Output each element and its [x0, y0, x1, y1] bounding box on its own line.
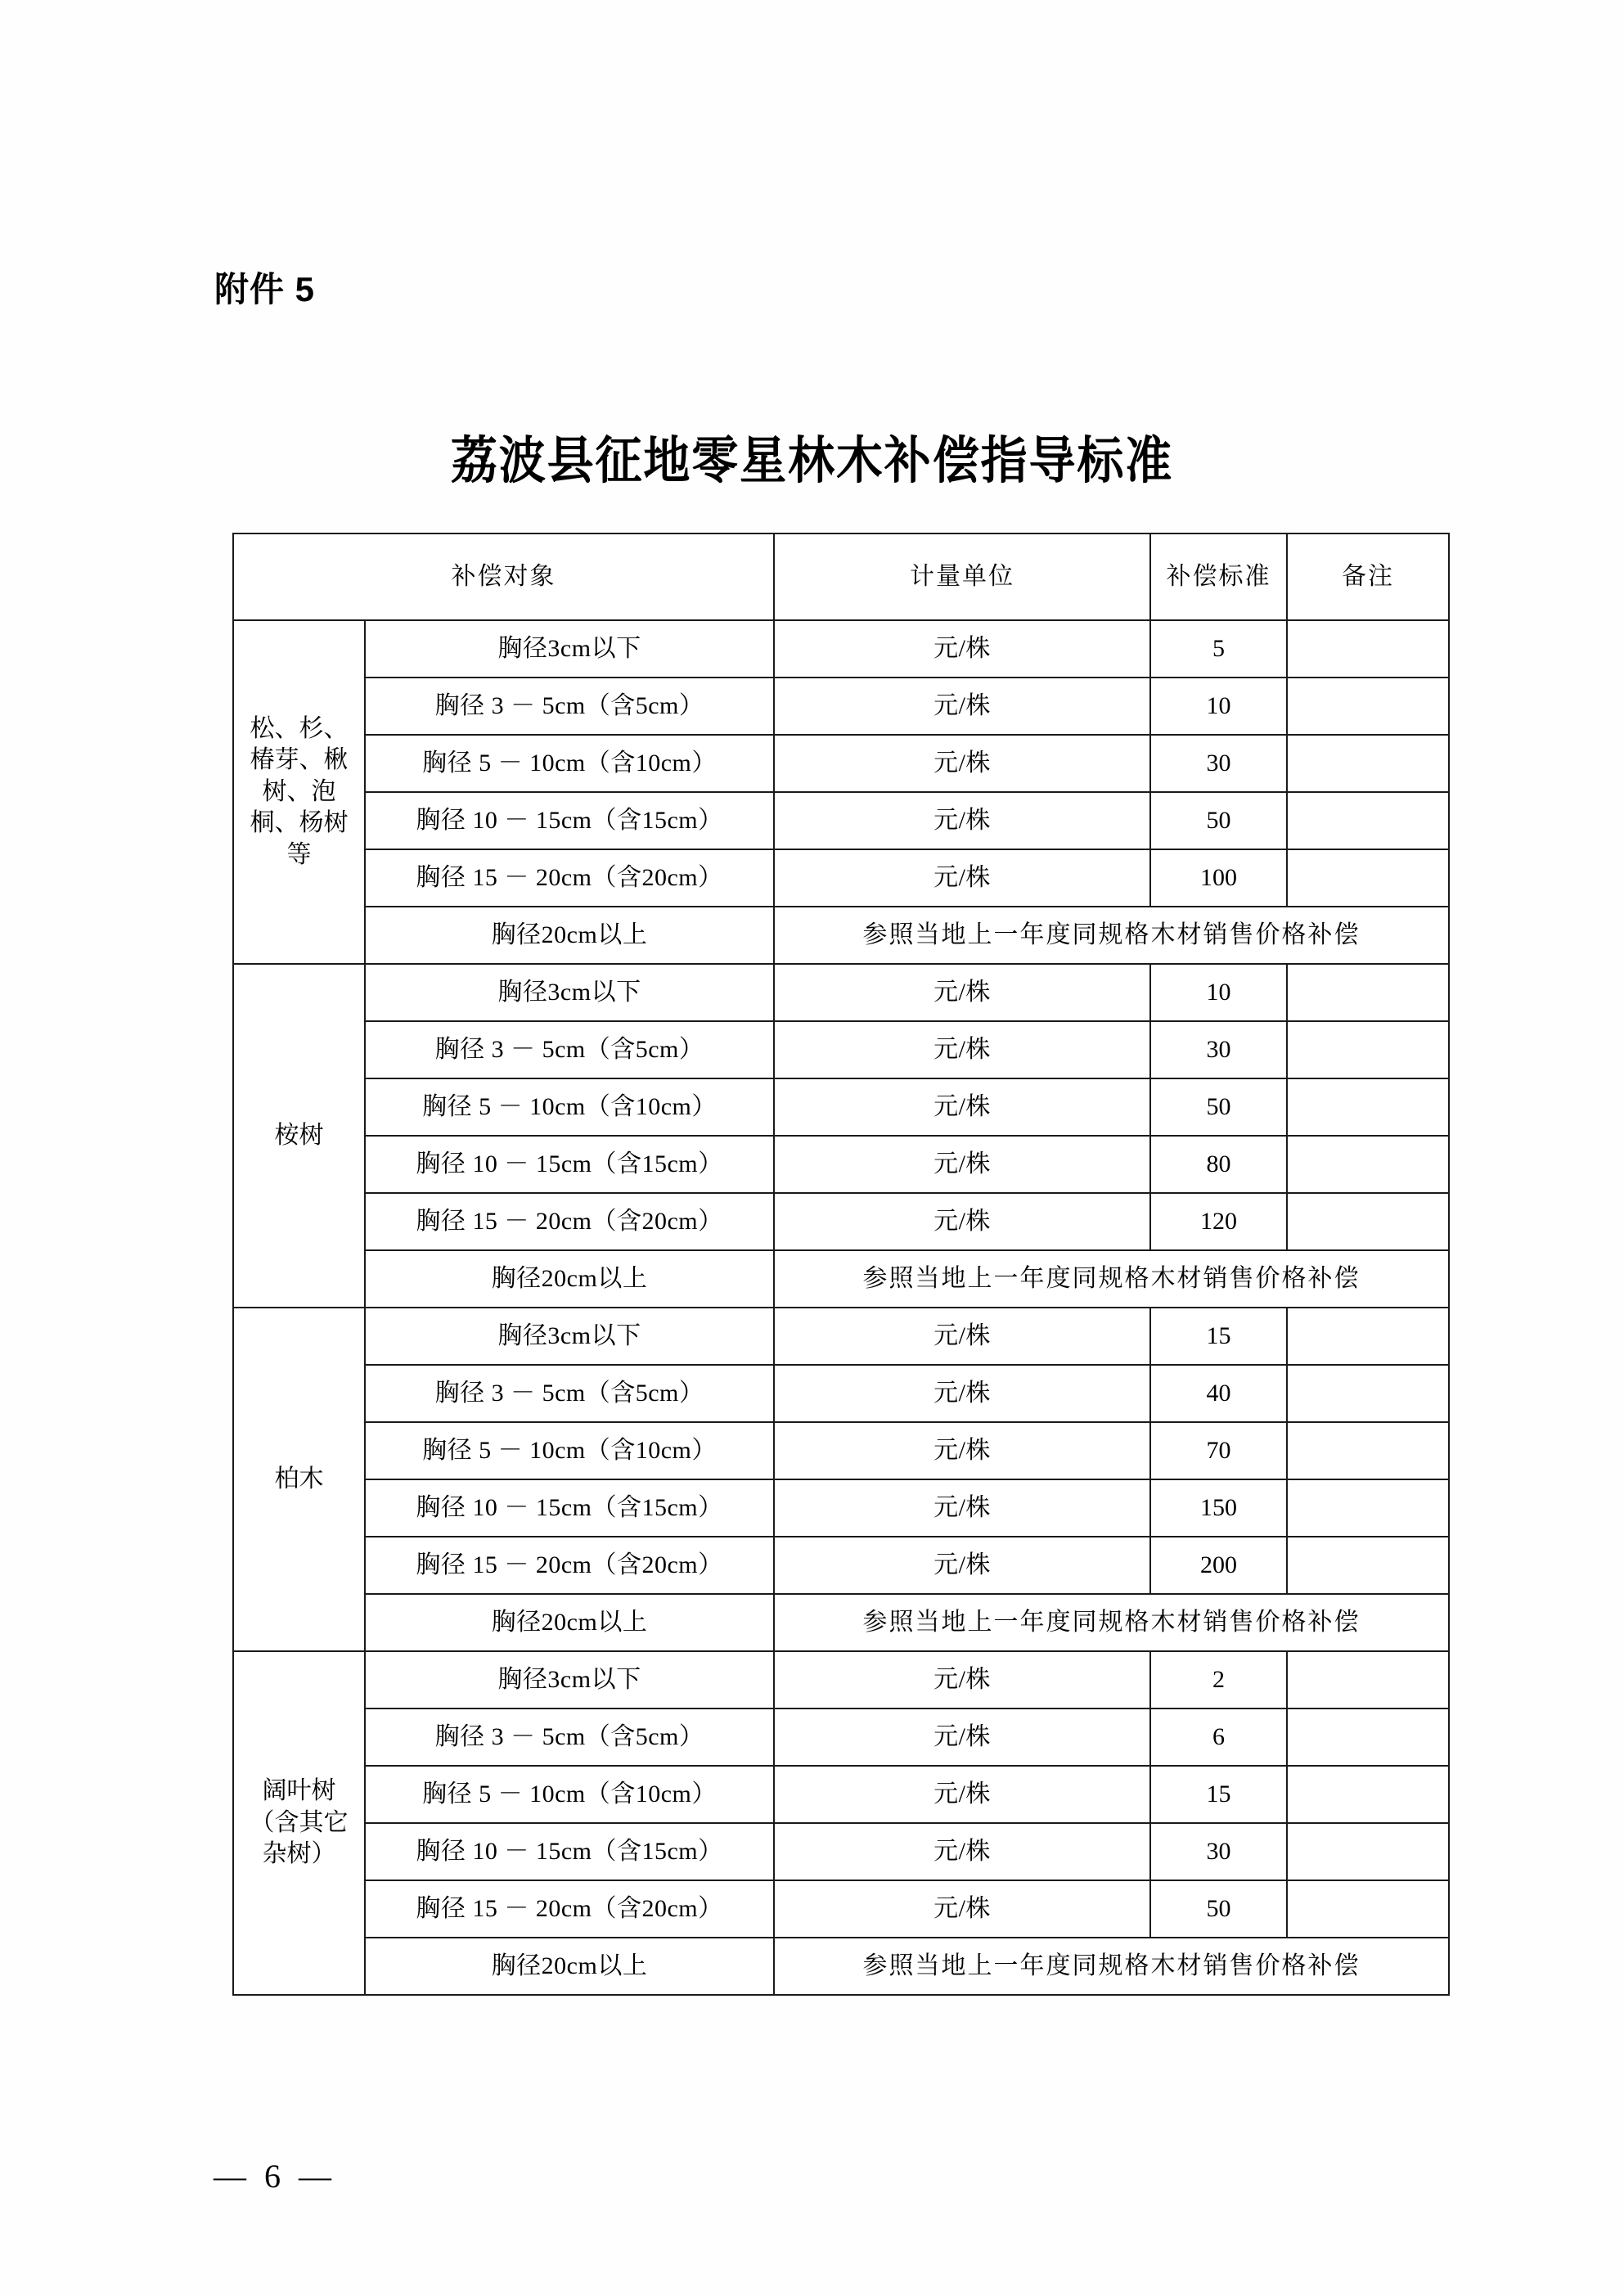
reference-price-note-cell: 参照当地上一年度同规格木材销售价格补偿	[774, 1250, 1449, 1308]
group-label-cell: 桉树	[233, 964, 365, 1308]
diameter-range-cell: 胸径 3 － 5cm（含5cm）	[365, 1708, 774, 1766]
remark-cell	[1287, 849, 1449, 907]
table-row	[233, 792, 1449, 849]
remark-cell	[1287, 1193, 1449, 1250]
standard-value-cell: 100	[1150, 849, 1287, 907]
unit-cell: 元/株	[774, 1766, 1150, 1823]
table-row	[233, 1422, 1449, 1479]
column-header-unit: 计量单位	[774, 533, 1150, 620]
diameter-range-cell: 胸径 15 － 20cm（含20cm）	[365, 849, 774, 907]
unit-cell: 元/株	[774, 1193, 1150, 1250]
standard-value-cell: 15	[1150, 1766, 1287, 1823]
table-row	[233, 1594, 1449, 1651]
diameter-range-cell: 胸径 10 － 15cm（含15cm）	[365, 1479, 774, 1537]
table-header-row	[233, 533, 1449, 620]
table-row	[233, 1651, 1449, 1708]
standard-value-cell: 6	[1150, 1708, 1287, 1766]
unit-cell: 元/株	[774, 792, 1150, 849]
diameter-range-cell: 胸径 5 － 10cm（含10cm）	[365, 1766, 774, 1823]
diameter-range-cell: 胸径3cm以下	[365, 1308, 774, 1365]
table-row	[233, 1537, 1449, 1594]
table-row	[233, 964, 1449, 1021]
table-row	[233, 907, 1449, 964]
table-row	[233, 849, 1449, 907]
table-row	[233, 1938, 1449, 1995]
attachment-label: 附件 5	[214, 270, 316, 308]
remark-cell	[1287, 1708, 1449, 1766]
unit-cell: 元/株	[774, 964, 1150, 1021]
table-row	[233, 1136, 1449, 1193]
unit-cell: 元/株	[774, 678, 1150, 735]
group-label-cell: 阔叶树（含其它杂树）	[233, 1651, 365, 1995]
column-header-remark: 备注	[1287, 533, 1449, 620]
standard-value-cell: 200	[1150, 1537, 1287, 1594]
diameter-range-cell: 胸径20cm以上	[365, 907, 774, 964]
diameter-range-cell: 胸径 5 － 10cm（含10cm）	[365, 735, 774, 792]
standard-value-cell: 15	[1150, 1308, 1287, 1365]
table-row	[233, 1708, 1449, 1766]
unit-cell: 元/株	[774, 1422, 1150, 1479]
table-row	[233, 1308, 1449, 1365]
unit-cell: 元/株	[774, 1479, 1150, 1537]
diameter-range-cell: 胸径3cm以下	[365, 1651, 774, 1708]
standard-value-cell: 10	[1150, 678, 1287, 735]
remark-cell	[1287, 964, 1449, 1021]
table-row	[233, 678, 1449, 735]
unit-cell: 元/株	[774, 1021, 1150, 1078]
standard-value-cell: 30	[1150, 1021, 1287, 1078]
table-row	[233, 1193, 1449, 1250]
remark-cell	[1287, 1365, 1449, 1422]
standard-value-cell: 80	[1150, 1136, 1287, 1193]
diameter-range-cell: 胸径 3 － 5cm（含5cm）	[365, 1365, 774, 1422]
remark-cell	[1287, 1422, 1449, 1479]
table-row	[233, 1880, 1449, 1938]
standard-value-cell: 50	[1150, 1880, 1287, 1938]
remark-cell	[1287, 1479, 1449, 1537]
page-title: 荔波县征地零星林木补偿指导标准	[450, 433, 1174, 489]
diameter-range-cell: 胸径 10 － 15cm（含15cm）	[365, 1136, 774, 1193]
table-row	[233, 1078, 1449, 1136]
remark-cell	[1287, 1078, 1449, 1136]
diameter-range-cell: 胸径 5 － 10cm（含10cm）	[365, 1078, 774, 1136]
standard-value-cell: 5	[1150, 620, 1287, 678]
standard-value-cell: 30	[1150, 735, 1287, 792]
diameter-range-cell: 胸径3cm以下	[365, 964, 774, 1021]
group-label-cell: 松、杉、椿芽、楸树、泡桐、杨树等	[233, 620, 365, 964]
unit-cell: 元/株	[774, 1308, 1150, 1365]
standard-value-cell: 50	[1150, 792, 1287, 849]
column-header-object: 补偿对象	[233, 533, 774, 620]
compensation-table-container	[232, 533, 1448, 1996]
unit-cell: 元/株	[774, 1823, 1150, 1880]
table-row	[233, 735, 1449, 792]
diameter-range-cell: 胸径 15 － 20cm（含20cm）	[365, 1880, 774, 1938]
remark-cell	[1287, 1880, 1449, 1938]
remark-cell	[1287, 620, 1449, 678]
column-header-standard: 补偿标准	[1150, 533, 1287, 620]
unit-cell: 元/株	[774, 849, 1150, 907]
unit-cell: 元/株	[774, 1708, 1150, 1766]
remark-cell	[1287, 792, 1449, 849]
standard-value-cell: 70	[1150, 1422, 1287, 1479]
table-row	[233, 620, 1449, 678]
table-row	[233, 1823, 1449, 1880]
diameter-range-cell: 胸径 3 － 5cm（含5cm）	[365, 678, 774, 735]
diameter-range-cell: 胸径20cm以上	[365, 1594, 774, 1651]
diameter-range-cell: 胸径 5 － 10cm（含10cm）	[365, 1422, 774, 1479]
remark-cell	[1287, 1651, 1449, 1708]
unit-cell: 元/株	[774, 1365, 1150, 1422]
table-row	[233, 1479, 1449, 1537]
table-row	[233, 1766, 1449, 1823]
standard-value-cell: 40	[1150, 1365, 1287, 1422]
unit-cell: 元/株	[774, 1880, 1150, 1938]
remark-cell	[1287, 1537, 1449, 1594]
standard-value-cell: 30	[1150, 1823, 1287, 1880]
table-row	[233, 1365, 1449, 1422]
remark-cell	[1287, 678, 1449, 735]
page-number: — 6 —	[214, 2158, 336, 2195]
diameter-range-cell: 胸径20cm以上	[365, 1938, 774, 1995]
standard-value-cell: 2	[1150, 1651, 1287, 1708]
table-row	[233, 1250, 1449, 1308]
reference-price-note-cell: 参照当地上一年度同规格木材销售价格补偿	[774, 907, 1449, 964]
standard-value-cell: 150	[1150, 1479, 1287, 1537]
remark-cell	[1287, 735, 1449, 792]
standard-value-cell: 120	[1150, 1193, 1287, 1250]
compensation-table	[232, 533, 1450, 1996]
standard-value-cell: 50	[1150, 1078, 1287, 1136]
remark-cell	[1287, 1823, 1449, 1880]
remark-cell	[1287, 1766, 1449, 1823]
diameter-range-cell: 胸径 3 － 5cm（含5cm）	[365, 1021, 774, 1078]
diameter-range-cell: 胸径3cm以下	[365, 620, 774, 678]
unit-cell: 元/株	[774, 1136, 1150, 1193]
reference-price-note-cell: 参照当地上一年度同规格木材销售价格补偿	[774, 1938, 1449, 1995]
diameter-range-cell: 胸径 15 － 20cm（含20cm）	[365, 1537, 774, 1594]
standard-value-cell: 10	[1150, 964, 1287, 1021]
unit-cell: 元/株	[774, 1537, 1150, 1594]
remark-cell	[1287, 1308, 1449, 1365]
diameter-range-cell: 胸径20cm以上	[365, 1250, 774, 1308]
unit-cell: 元/株	[774, 1651, 1150, 1708]
diameter-range-cell: 胸径 10 － 15cm（含15cm）	[365, 1823, 774, 1880]
table-header	[233, 533, 1449, 620]
unit-cell: 元/株	[774, 620, 1150, 678]
diameter-range-cell: 胸径 15 － 20cm（含20cm）	[365, 1193, 774, 1250]
remark-cell	[1287, 1136, 1449, 1193]
table-body	[233, 620, 1449, 1995]
diameter-range-cell: 胸径 10 － 15cm（含15cm）	[365, 792, 774, 849]
remark-cell	[1287, 1021, 1449, 1078]
unit-cell: 元/株	[774, 1078, 1150, 1136]
reference-price-note-cell: 参照当地上一年度同规格木材销售价格补偿	[774, 1594, 1449, 1651]
unit-cell: 元/株	[774, 735, 1150, 792]
group-label-cell: 柏木	[233, 1308, 365, 1651]
table-row	[233, 1021, 1449, 1078]
